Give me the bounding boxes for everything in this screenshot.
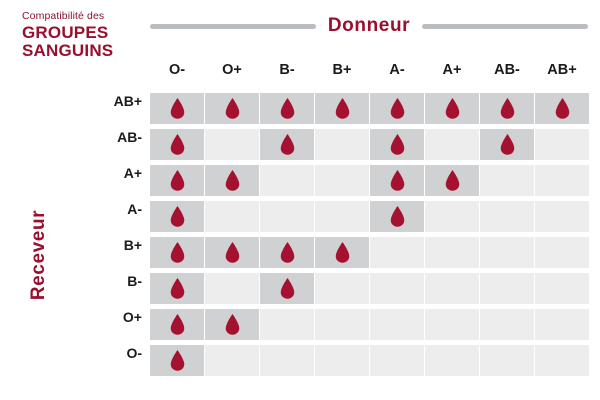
cell-incompatible xyxy=(370,273,424,304)
grid-row-cells xyxy=(126,344,589,376)
cell-compatible xyxy=(150,345,204,376)
blood-drop-icon xyxy=(390,134,405,155)
cell-incompatible xyxy=(260,345,314,376)
donor-axis-label: Donneur xyxy=(327,15,411,36)
blood-drop-icon xyxy=(225,314,240,335)
grid-row xyxy=(123,162,589,198)
cell-incompatible xyxy=(480,345,534,376)
cell-incompatible xyxy=(425,345,479,376)
cell-incompatible xyxy=(315,129,369,160)
blood-drop-icon xyxy=(445,170,460,191)
cell-incompatible xyxy=(205,273,259,304)
cell-incompatible xyxy=(480,201,534,232)
cell-compatible xyxy=(150,237,204,268)
grid-row-cells xyxy=(127,200,589,232)
cell-compatible xyxy=(480,93,534,124)
cell-incompatible xyxy=(425,201,479,232)
column-header: B+ xyxy=(332,62,352,78)
title-block xyxy=(22,10,142,61)
cell-incompatible xyxy=(480,165,534,196)
column-header: A+ xyxy=(442,62,462,78)
cell-incompatible xyxy=(315,309,369,340)
row-header: B+ xyxy=(123,236,142,253)
cell-compatible xyxy=(205,237,259,268)
title-line-1: GROUPES xyxy=(22,23,109,43)
blood-drop-icon xyxy=(170,170,185,191)
cell-compatible xyxy=(315,237,369,268)
cell-incompatible xyxy=(535,237,589,268)
cell-compatible xyxy=(150,309,204,340)
blood-drop-icon xyxy=(280,278,295,299)
grid-row-cells xyxy=(122,308,589,340)
column-header: O- xyxy=(168,62,186,78)
blood-drop-icon xyxy=(335,98,350,119)
cell-compatible xyxy=(150,165,204,196)
blood-drop-icon xyxy=(170,134,185,155)
cell-incompatible xyxy=(535,165,589,196)
cell-compatible xyxy=(205,93,259,124)
grid-row-cells xyxy=(123,236,589,268)
column-header: AB+ xyxy=(547,62,577,78)
blood-drop-icon xyxy=(335,242,350,263)
cell-incompatible xyxy=(535,345,589,376)
cell-compatible xyxy=(370,129,424,160)
cell-incompatible xyxy=(315,345,369,376)
cell-incompatible xyxy=(315,165,369,196)
cell-incompatible xyxy=(425,273,479,304)
cell-incompatible xyxy=(370,309,424,340)
blood-drop-icon xyxy=(390,98,405,119)
cell-incompatible xyxy=(535,273,589,304)
cell-incompatible xyxy=(425,237,479,268)
blood-drop-icon xyxy=(170,98,185,119)
cell-incompatible xyxy=(205,129,259,160)
cell-incompatible xyxy=(425,129,479,160)
cell-compatible xyxy=(260,237,314,268)
cell-compatible xyxy=(480,129,534,160)
cell-compatible xyxy=(260,273,314,304)
cell-incompatible xyxy=(260,201,314,232)
grid-row-cells xyxy=(127,272,589,304)
row-header: B- xyxy=(127,272,142,289)
grid-row-cells xyxy=(117,128,589,160)
cell-compatible xyxy=(260,129,314,160)
blood-drop-icon xyxy=(390,170,405,191)
grid-row xyxy=(123,234,589,270)
row-header: O+ xyxy=(122,308,142,325)
donor-axis-header xyxy=(150,14,588,38)
cell-compatible xyxy=(535,93,589,124)
donor-rule-left xyxy=(150,24,316,29)
title-subtitle: Compatibilité des xyxy=(22,10,105,22)
cell-incompatible xyxy=(480,309,534,340)
blood-drop-icon xyxy=(225,170,240,191)
cell-compatible xyxy=(205,165,259,196)
grid-row xyxy=(117,126,589,162)
cell-incompatible xyxy=(535,129,589,160)
cell-compatible xyxy=(315,93,369,124)
blood-drop-icon xyxy=(170,314,185,335)
grid-row xyxy=(113,90,589,126)
column-header: A- xyxy=(389,62,405,78)
column-header: B- xyxy=(279,62,295,78)
grid-row xyxy=(127,198,589,234)
cell-incompatible xyxy=(480,237,534,268)
cell-incompatible xyxy=(315,273,369,304)
cell-incompatible xyxy=(480,273,534,304)
blood-drop-icon xyxy=(170,242,185,263)
compatibility-grid xyxy=(113,50,589,378)
cell-incompatible xyxy=(535,309,589,340)
blood-drop-icon xyxy=(170,206,185,227)
cell-compatible xyxy=(150,201,204,232)
cell-compatible xyxy=(370,165,424,196)
column-header: AB- xyxy=(494,62,520,78)
cell-compatible xyxy=(425,93,479,124)
cell-incompatible xyxy=(205,345,259,376)
grid-row-cells xyxy=(123,164,589,196)
cell-incompatible xyxy=(315,201,369,232)
cell-incompatible xyxy=(260,165,314,196)
title-line-2: SANGUINS xyxy=(22,41,114,61)
donor-rule-right xyxy=(422,24,588,29)
blood-drop-icon xyxy=(170,350,185,371)
blood-drop-icon xyxy=(500,134,515,155)
blood-drop-icon xyxy=(280,134,295,155)
cell-incompatible xyxy=(205,201,259,232)
blood-drop-icon xyxy=(445,98,460,119)
recipient-axis-header xyxy=(26,180,52,330)
cell-compatible xyxy=(150,273,204,304)
row-header: AB- xyxy=(117,128,142,145)
cell-compatible xyxy=(370,93,424,124)
cell-incompatible xyxy=(425,309,479,340)
grid-row xyxy=(126,342,589,378)
recipient-axis-label: Receveur xyxy=(28,209,49,301)
cell-compatible xyxy=(150,93,204,124)
blood-drop-icon xyxy=(555,98,570,119)
blood-drop-icon xyxy=(225,242,240,263)
cell-incompatible xyxy=(260,309,314,340)
cell-compatible xyxy=(150,129,204,160)
column-header-row xyxy=(150,50,589,90)
blood-drop-icon xyxy=(390,206,405,227)
column-header: O+ xyxy=(222,62,242,78)
row-header: O- xyxy=(126,344,142,361)
row-header: A- xyxy=(127,200,142,217)
blood-drop-icon xyxy=(170,278,185,299)
cell-incompatible xyxy=(535,201,589,232)
cell-compatible xyxy=(370,201,424,232)
blood-drop-icon xyxy=(280,242,295,263)
cell-compatible xyxy=(205,309,259,340)
row-header: A+ xyxy=(123,164,142,181)
cell-incompatible xyxy=(370,345,424,376)
grid-row xyxy=(127,270,589,306)
cell-incompatible xyxy=(370,237,424,268)
grid-body xyxy=(113,90,589,378)
blood-drop-icon xyxy=(280,98,295,119)
grid-row xyxy=(122,306,589,342)
blood-drop-icon xyxy=(225,98,240,119)
blood-drop-icon xyxy=(500,98,515,119)
cell-compatible xyxy=(260,93,314,124)
cell-compatible xyxy=(425,165,479,196)
row-header: AB+ xyxy=(113,92,142,109)
grid-row-cells xyxy=(113,92,589,124)
